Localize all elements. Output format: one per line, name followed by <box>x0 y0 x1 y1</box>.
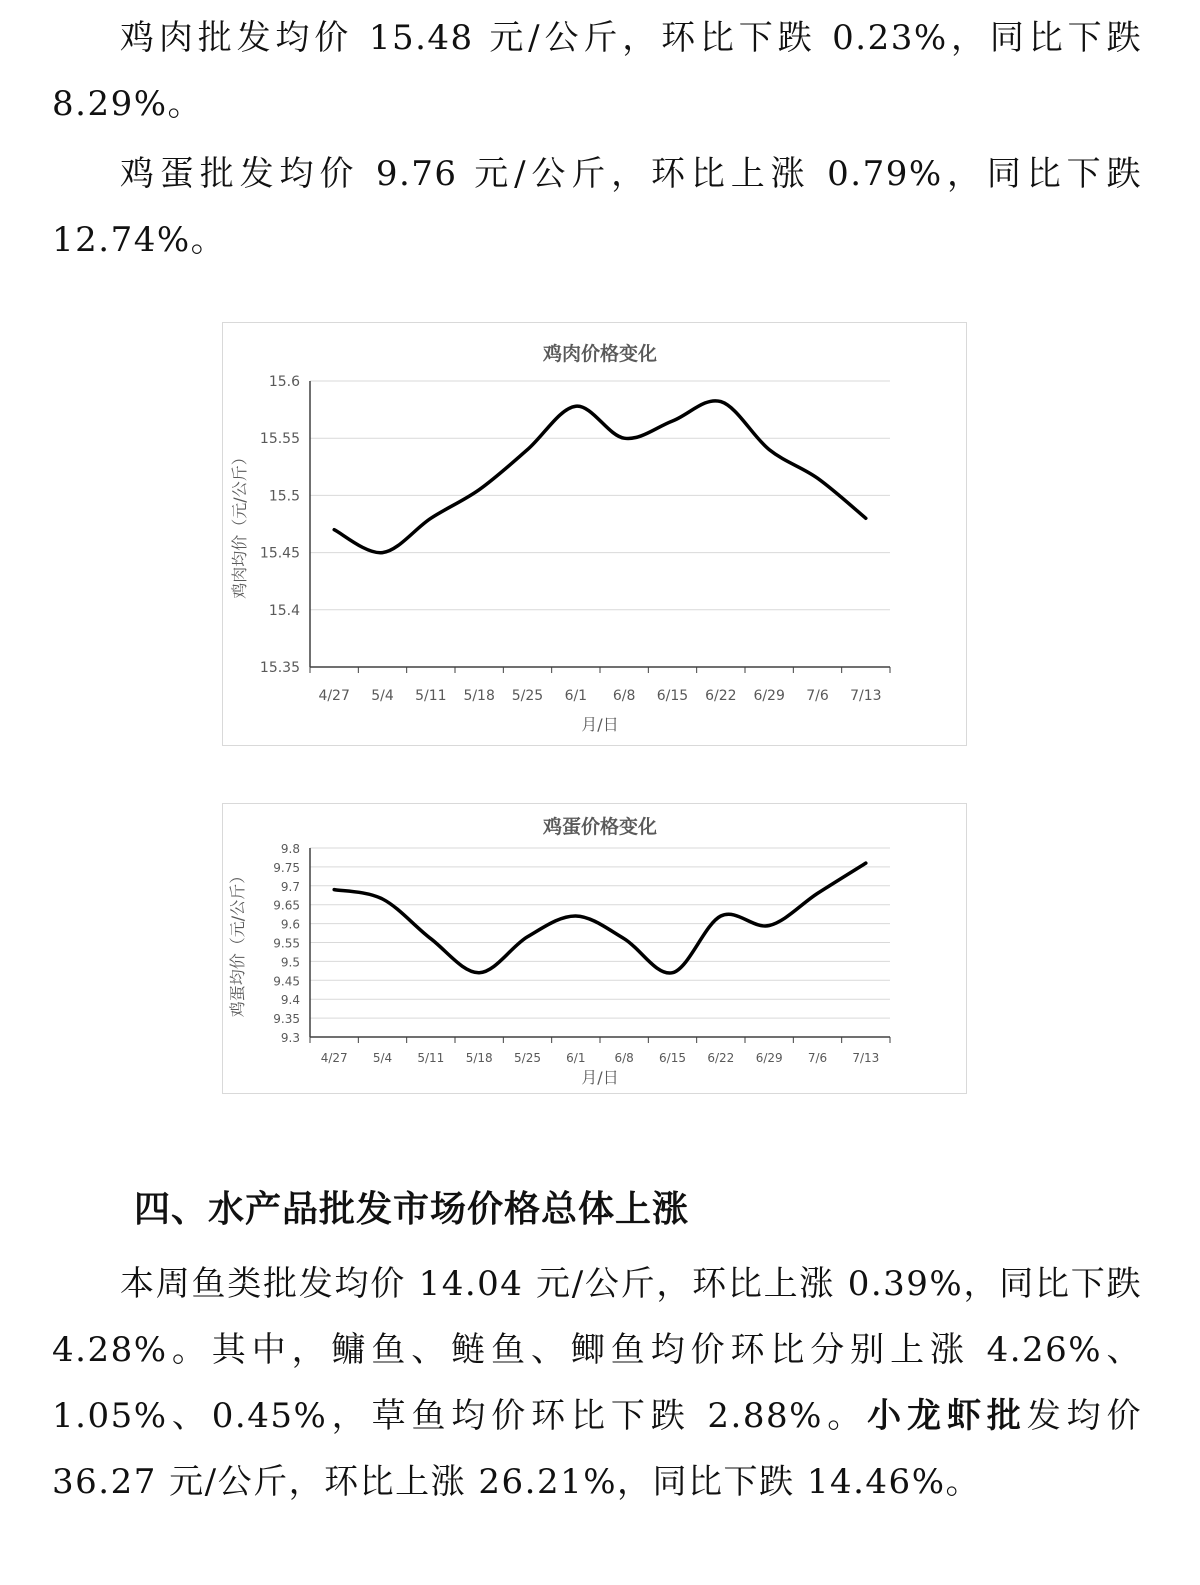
x-axis-label: 月/日 <box>581 1068 619 1087</box>
crayfish-lead-text: 小龙虾批 <box>867 1396 1027 1436</box>
x-tick-label: 5/11 <box>417 1051 445 1065</box>
data-point <box>478 488 481 491</box>
y-tick-label: 9.55 <box>273 936 300 951</box>
data-point <box>623 437 626 440</box>
x-tick-label: 6/1 <box>564 688 588 704</box>
chicken-price-chart <box>222 322 967 746</box>
x-tick-label: 6/15 <box>659 1051 686 1065</box>
data-point <box>574 405 577 408</box>
x-tick-label: 5/4 <box>372 1051 393 1065</box>
data-point <box>719 915 722 918</box>
data-point <box>816 477 819 480</box>
data-point <box>864 862 867 865</box>
y-tick-label: 9.4 <box>280 993 300 1008</box>
x-tick-label: 4/27 <box>318 688 350 704</box>
section-heading: 四、水产品批发市场价格总体上涨 <box>134 1189 690 1230</box>
x-tick-label: 7/13 <box>850 688 882 704</box>
x-tick-label: 6/1 <box>566 1051 586 1065</box>
x-tick-label: 6/22 <box>707 1051 735 1065</box>
x-tick-label: 6/15 <box>656 688 689 704</box>
x-tick-label: 5/25 <box>511 688 544 704</box>
x-tick-label: 6/29 <box>755 1051 783 1065</box>
chart-title: 鸡肉价格变化 <box>542 343 658 365</box>
data-point <box>816 892 819 895</box>
data-point <box>768 448 771 451</box>
chicken-meat-text: 鸡肉批发均价 15.48 元/公斤，环比下跌 0.23%，同比下跌 8.29%。 <box>52 18 1142 124</box>
x-tick-label: 7/6 <box>806 688 829 704</box>
data-point <box>526 448 529 451</box>
data-point <box>333 528 336 531</box>
y-axis-label: 鸡肉均价（元/公斤） <box>230 449 249 599</box>
y-tick-label: 9.7 <box>280 879 300 894</box>
data-point <box>671 420 674 423</box>
x-tick-label: 6/8 <box>612 688 636 704</box>
data-point <box>478 971 481 974</box>
egg-price-chart-svg <box>223 804 966 1093</box>
crayfish-text: 发均价 36.27 元/公斤，环比上涨 26.21%，同比下跌 14.46%。 <box>52 1396 1143 1502</box>
data-point <box>381 551 384 554</box>
x-tick-label: 6/8 <box>614 1051 634 1065</box>
x-tick-label: 7/13 <box>852 1051 880 1065</box>
series-line <box>334 863 866 973</box>
x-tick-label: 5/4 <box>371 688 394 704</box>
data-point <box>574 915 577 918</box>
egg-text: 鸡蛋批发均价 9.76 元/公斤，环比上涨 0.79%，同比下跌 12.74%。 <box>52 154 1142 260</box>
x-tick-label: 6/29 <box>753 688 785 704</box>
y-tick-label: 9.3 <box>280 1031 300 1045</box>
egg-price-chart <box>222 803 967 1094</box>
data-point <box>768 924 771 927</box>
data-point <box>526 935 529 938</box>
y-tick-label: 9.45 <box>273 974 300 989</box>
y-tick-label: 9.8 <box>280 842 300 856</box>
y-tick-label: 15.6 <box>268 374 300 390</box>
chart-title: 鸡蛋价格变化 <box>542 816 658 838</box>
y-tick-label: 15.55 <box>259 431 300 448</box>
x-tick-label: 5/18 <box>465 1051 493 1065</box>
y-tick-label: 15.45 <box>259 545 300 562</box>
data-point <box>623 937 626 940</box>
data-point <box>429 517 432 520</box>
y-tick-label: 9.65 <box>273 898 300 913</box>
y-tick-label: 15.5 <box>268 488 300 505</box>
egg-paragraph <box>52 141 1142 273</box>
x-tick-label: 5/11 <box>415 688 447 704</box>
data-point <box>381 898 384 901</box>
x-tick-label: 5/25 <box>514 1051 541 1065</box>
chicken-price-chart-svg <box>223 323 966 745</box>
y-tick-label: 9.6 <box>280 917 300 932</box>
x-axis-label: 月/日 <box>581 715 619 734</box>
y-tick-label: 15.35 <box>259 660 300 676</box>
chicken-meat-paragraph <box>52 5 1142 137</box>
x-tick-label: 5/18 <box>463 688 495 704</box>
series-line <box>334 401 866 553</box>
x-tick-label: 6/22 <box>705 688 737 704</box>
y-axis-label: 鸡蛋均价（元/公斤） <box>228 867 247 1018</box>
aquatic-paragraph <box>52 1251 1142 1515</box>
data-point <box>333 888 336 891</box>
y-tick-label: 15.4 <box>268 602 300 619</box>
y-tick-label: 9.35 <box>273 1012 300 1027</box>
data-point <box>864 517 867 520</box>
data-point <box>429 937 432 940</box>
data-point <box>671 971 674 974</box>
data-point <box>719 400 722 403</box>
x-tick-label: 4/27 <box>320 1051 348 1065</box>
x-tick-label: 7/6 <box>807 1051 828 1065</box>
y-tick-label: 9.75 <box>273 860 300 875</box>
fish-text: 本周鱼类批发均价 14.04 元/公斤，环比上涨 0.39%，同比下跌 4.28%。其中，鳙鱼、鲢鱼、鲫鱼均价环比分别上涨 4.26%、1.05%、0.45%，草鱼均价环比下跌 2.88%。 <box>52 1264 1142 1436</box>
y-tick-label: 9.5 <box>280 955 300 970</box>
